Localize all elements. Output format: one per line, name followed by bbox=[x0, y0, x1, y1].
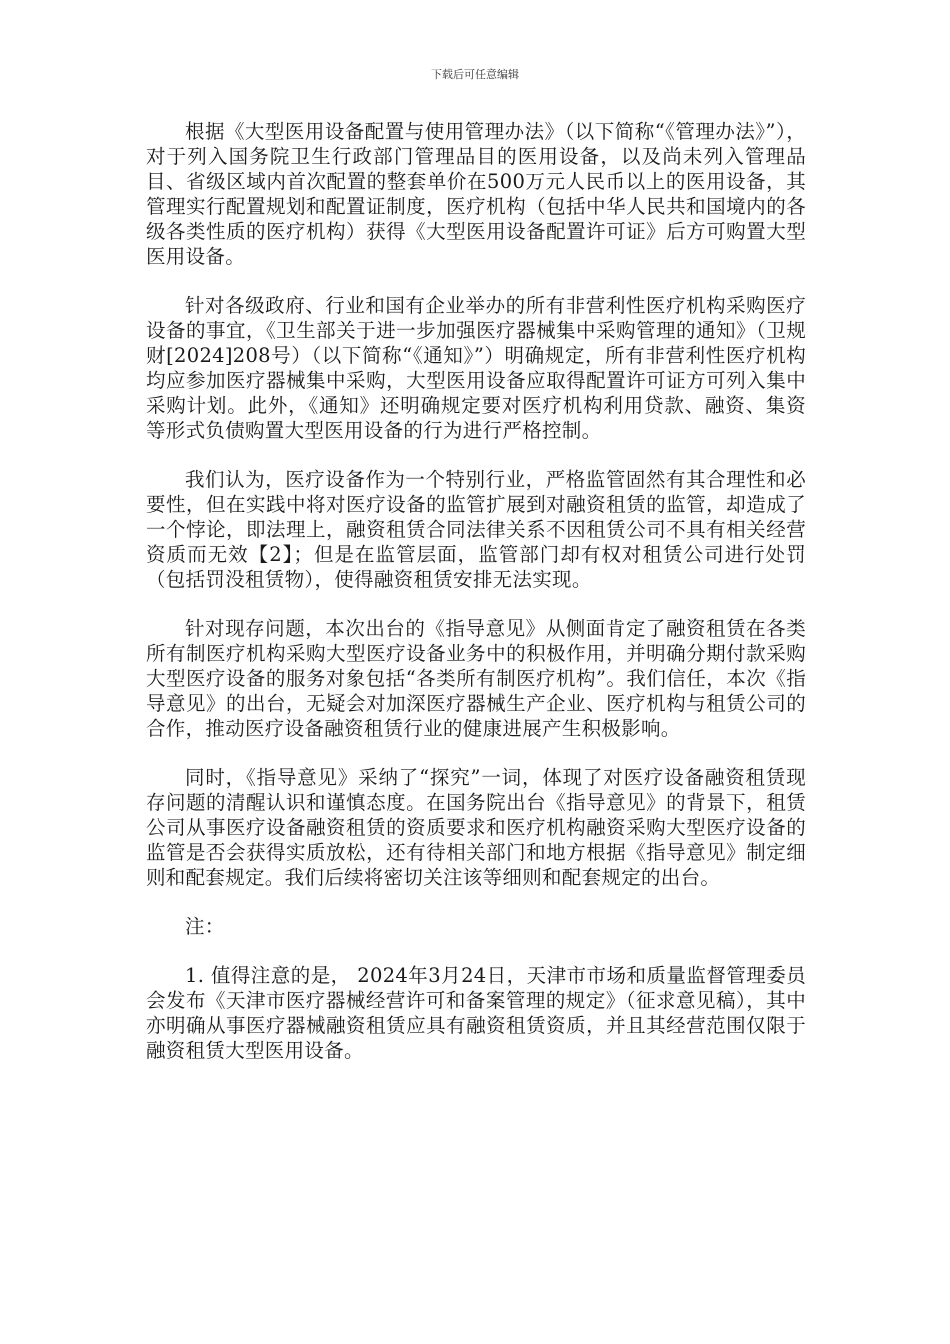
paragraph-regulatory-paradox: 我们认为，医疗设备作为一个特别行业，严格监管固然有其合理性和必要性，但在实践中将对医疗设备的监管扩展到对融资租赁的监管，却造成了一个悖论，即法理上，融资租赁合同法律关系不因租赁公司不具有相关经营资质而无效【2】；但是在监管层面，监管部门却有权对租赁公司进行处罚（包括罚没租赁物），使得融资租赁安排无法实现。 bbox=[146, 468, 806, 591]
paragraph-config-rules: 根据《大型医用设备配置与使用管理办法》（以下简称“《管理办法》”），对于列入国务院卫生行政部门管理品目的医用设备，以及尚未列入管理品目、省级区域内首次配置的整套单价在500万元人民币以上的医用设备，其管理实行配置规划和配置证制度，医疗机构（包括中华人民共和国境内的各级各类性质的医疗机构）获得《大型医用设备配置许可证》后方可购置大型医用设备。 bbox=[146, 120, 806, 268]
paragraph-guidance-positive: 针对现存问题，本次出台的《指导意见》从侧面肯定了融资租赁在各类所有制医疗机构采购大型医疗设备业务中的积极作用，并明确分期付款采购大型医疗设备的服务对象包括“各类所有制医疗机构”。我们信任，本次《指导意见》的出台，无疑会对加深医疗器械生产企业、医疗机构与租赁公司的合作，推动医疗设备融资租赁行业的健康进展产生积极影响。 bbox=[146, 617, 806, 740]
notes-label: 注： bbox=[185, 915, 225, 938]
paragraph-guidance-cautious: 同时，《指导意见》采纳了“探究”一词，体现了对医疗设备融资租赁现存问题的清醒认识和谨慎态度。在国务院出台《指导意见》的背景下，租赁公司从事医疗设备融资租赁的资质要求和医疗机构融资采购大型医疗设备的监管是否会获得实质放松，还有待相关部门和地方根据《指导意见》制定细则和配套规定。我们后续将密切关注该等细则和配套规定的出台。 bbox=[146, 766, 806, 889]
paragraph-procurement-notice: 针对各级政府、行业和国有企业举办的所有非营利性医疗机构采购医疗设备的事宜，《卫生部关于进一步加强医疗器械集中采购管理的通知》（卫规财[2024]208号）（以下简称“《通知》”）明确规定，所有非营利性医疗机构均应参加医疗器械集中采购，大型医用设备应取得配置许可证方可列入集中采购计划。此外，《通知》还明确规定要对医疗机构利用贷款、融资、集资等形式负债购置大型医用设备的行为进行严格控制。 bbox=[146, 294, 806, 442]
page-header: 下载后可任意编辑 bbox=[431, 68, 519, 81]
document-body bbox=[146, 119, 806, 1087]
note-item: 1. 值得注意的是， 2024年3月24日，天津市市场和质量监督管理委员会发布《天津市医疗器械经营许可和备案管理的规定》（征求意见稿），其中亦明确从事医疗器械融资租赁应具有融资租赁资质，并且其经营范围仅限于融资租赁大型医用设备。 bbox=[146, 964, 806, 1062]
